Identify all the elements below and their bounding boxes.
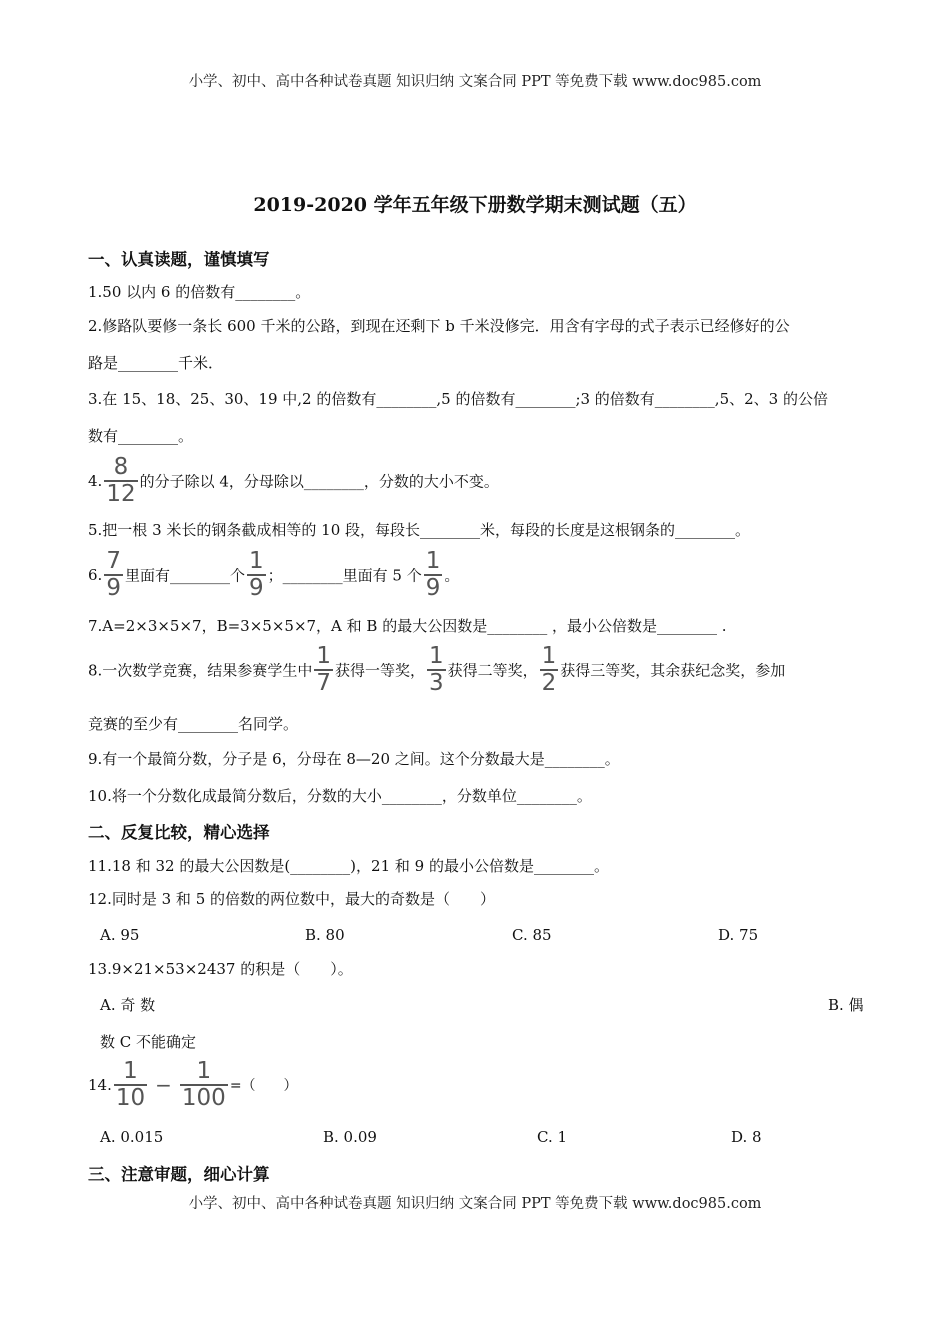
question-text: 获得三等奖，其余获纪念奖，参加 [560,661,786,680]
numerator: 7 [106,548,121,574]
fraction-1-100 [180,1060,228,1110]
question-text: 。 [444,566,460,585]
question-12-option-c: C. 85 [512,926,552,944]
question-text: 8.一次数学竞赛，结果参赛学生中 [88,661,313,680]
question-number: 4. [88,472,103,490]
numerator: 1 [428,643,444,669]
question-14-option-b: B. 0.09 [323,1128,377,1146]
question-14-option-d: D. 8 [731,1128,762,1146]
numerator: 1 [316,643,331,669]
fraction-1-9 [247,550,266,600]
question-number: 6. [88,566,103,584]
fraction-8-12 [104,456,137,506]
question-text: 获得一等奖， [334,661,425,680]
question-11: 11.18 和 32 的最大公因数是(________)，21 和 9 的最小公倍数是________。 [88,857,609,875]
numerator: 1 [541,643,557,669]
denominator: 9 [106,575,121,601]
fraction-1-9 [424,550,443,600]
question-13: 13.9×21×53×2437 的积是（ ）。 [88,960,353,978]
fraction-1-7 [314,645,333,695]
denominator: 7 [316,670,331,696]
section-1-heading: 一、认真读题，谨慎填写 [88,250,270,269]
question-number: 14. [88,1076,112,1094]
fraction-7-9 [104,550,123,600]
question-text: 里面有________个 [124,566,245,585]
section-3-heading: 三、注意审题，细心计算 [88,1165,270,1184]
question-13-option-a: A. 奇 数 [100,996,156,1014]
question-3-line2: 数有________。 [88,427,194,445]
denominator: 10 [115,1085,146,1111]
question-6 [88,550,459,600]
denominator: 9 [425,575,441,601]
numerator: 1 [425,548,441,574]
question-10: 10.将一个分数化成最简分数后，分数的大小________，分数单位________。 [88,787,592,805]
question-3-line1: 3.在 15、18、25、30、19 中,2 的倍数有________,5 的倍数有________;3 的倍数有________,5、2、3 的公倍 [88,390,828,408]
question-14 [88,1060,298,1110]
section-2-heading: 二、反复比较，精心选择 [88,823,270,842]
numerator: 1 [123,1058,138,1084]
question-1: 1.50 以内 6 的倍数有________。 [88,283,311,301]
fraction-1-3 [427,645,446,695]
numerator: 1 [196,1058,212,1084]
question-14-option-a: A. 0.015 [100,1128,164,1146]
question-12-option-d: D. 75 [718,926,759,944]
question-text: 的分子除以 4，分母除以________，分数的大小不变。 [139,472,499,491]
page-header: 小学、初中、高中各种试卷真题 知识归纳 文案合同 PPT 等免费下载 www.doc985.com [188,74,762,90]
page-footer: 小学、初中、高中各种试卷真题 知识归纳 文案合同 PPT 等免费下载 www.doc985.com [188,1196,762,1212]
question-text: ；________里面有 5 个 [267,566,422,585]
question-8-line1 [88,645,785,695]
question-12-option-a: A. 95 [100,926,140,944]
question-9: 9.有一个最简分数，分子是 6，分母在 8—20 之间。这个分数最大是________。 [88,750,620,768]
numerator: 1 [248,548,264,574]
denominator: 9 [248,575,264,601]
question-text: 获得二等奖， [447,661,538,680]
fraction-1-2 [540,645,559,695]
denominator: 2 [541,670,557,696]
minus-sign: − [155,1073,172,1097]
fraction-1-10 [114,1060,147,1110]
denominator: 100 [181,1085,226,1111]
numerator: 8 [113,454,129,480]
question-2-line2: 路是________千米． [88,354,224,372]
question-14-option-c: C. 1 [537,1128,568,1146]
question-5: 5.把一根 3 米长的钢条截成相等的 10 段，每段长________米，每段的长度是这根钢条的________。 [88,521,751,539]
question-13-option-b-c: 数 C 不能确定 [100,1033,197,1051]
question-4 [88,456,499,506]
question-text: =（ ） [229,1078,298,1094]
question-12: 12.同时是 3 和 5 的倍数的两位数中，最大的奇数是（ ） [88,890,496,908]
question-13-option-b: B. 偶 [828,996,864,1014]
question-7: 7.A=2×3×5×7，B=3×5×5×7，A 和 B 的最大公因数是________ ，最小公倍数是________ . [88,617,727,635]
page-title: 2019-2020 学年五年级下册数学期末测试题（五） [253,194,697,216]
denominator: 12 [106,481,136,507]
question-12-option-b: B. 80 [305,926,345,944]
question-8-line2: 竞赛的至少有________名同学。 [88,715,299,733]
question-2-line1: 2.修路队要修一条长 600 千米的公路，到现在还剩下 b 千米没修完．用含有字母的式子表示已经修好的公 [88,317,790,335]
denominator: 3 [428,670,444,696]
